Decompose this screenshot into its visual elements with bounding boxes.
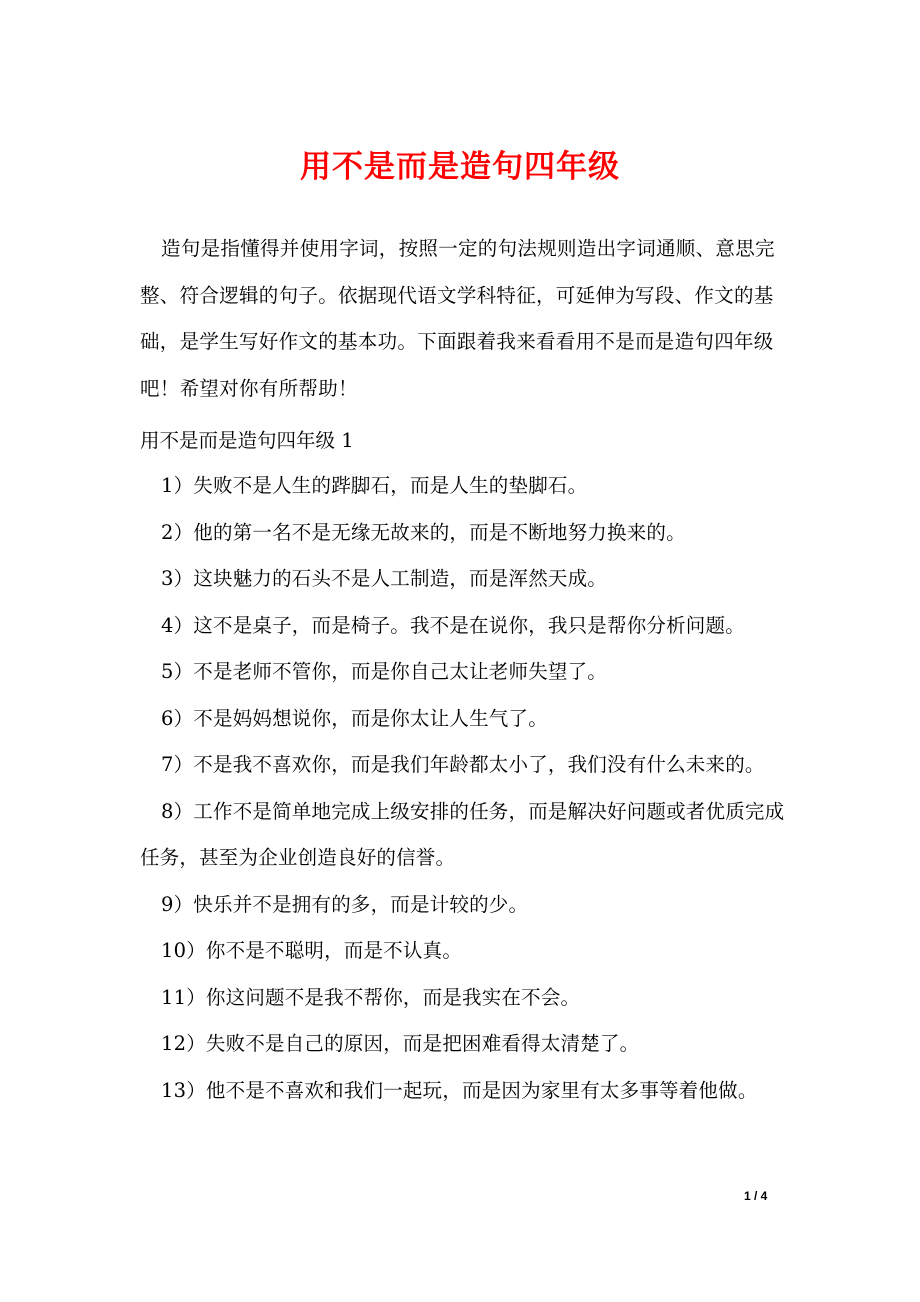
section-heading: 用不是而是造句四年级 1 — [140, 429, 354, 452]
sentence-item: 8）工作不是简单地完成上级安排的任务，而是解决好问题或者优质完成任务，甚至为企业创造良好的信誉。 — [140, 799, 785, 869]
page-number: 1 / 4 — [744, 1189, 768, 1203]
document-title: 用不是而是造句四年级 — [300, 149, 620, 185]
sentence-item: 11）你这问题不是我不帮你，而是我实在不会。 — [161, 985, 581, 1009]
intro-paragraph: 造句是指懂得并使用字词，按照一定的句法规则造出字词通顺、意思完整、符合逻辑的句子。依据现代语文学科特征，可延伸为写段、作文的基础，是学生写好作文的基本功。下面跟着我来看看用不是而是造句四年级吧！希望对你有所帮助！ — [140, 237, 775, 400]
sentence-item: 7）不是我不喜欢你，而是我们年龄都太小了，我们没有什么未来的。 — [161, 753, 765, 776]
sentence-item: 13）他不是不喜欢和我们一起玩，而是因为家里有太多事等着他做。 — [161, 1078, 758, 1102]
sentence-item: 3）这块魅力的石头不是人工制造，而是浑然天成。 — [161, 567, 608, 590]
sentence-item: 2）他的第一名不是无缘无故来的，而是不断地努力换来的。 — [161, 520, 686, 544]
sentence-item: 9）快乐并不是拥有的多，而是计较的少。 — [161, 892, 529, 916]
sentence-item: 1）失败不是人生的跸脚石，而是人生的垫脚石。 — [161, 474, 588, 497]
sentence-list — [140, 463, 800, 1114]
sentence-item: 12）失败不是自己的原因，而是把困难看得太清楚了。 — [161, 1032, 640, 1055]
sentence-item: 10）你不是不聪明，而是不认真。 — [161, 939, 463, 962]
sentence-item: 5）不是老师不管你，而是你自己太让老师失望了。 — [161, 660, 608, 683]
sentence-item: 6）不是妈妈想说你，而是你太让人生气了。 — [161, 706, 548, 730]
sentence-item: 4）这不是桌子，而是椅子。我不是在说你，我只是帮你分析问题。 — [161, 613, 745, 637]
